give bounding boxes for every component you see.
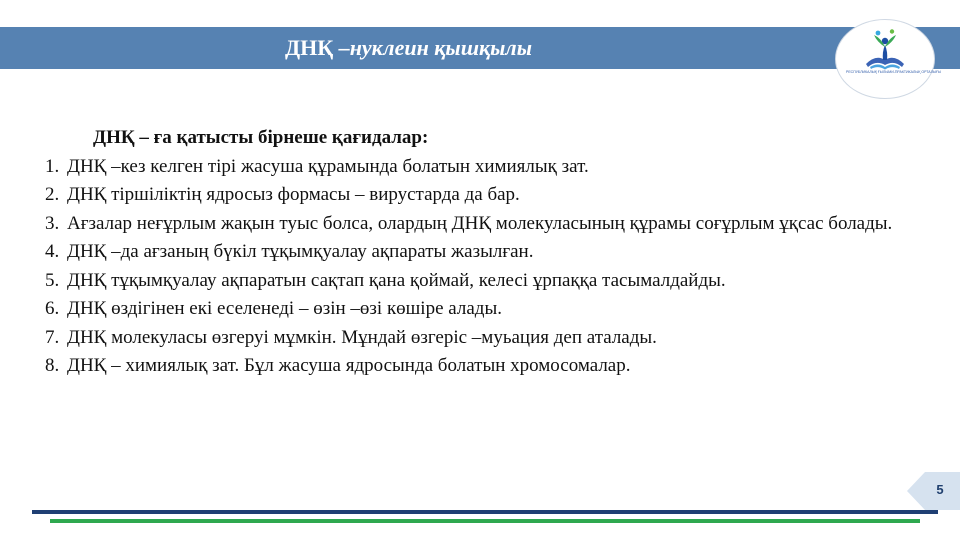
rule-text: ДНҚ – химиялық зат. Бұл жасуша ядросында болатын хромосомалар. bbox=[67, 355, 631, 376]
rule-text: ДНҚ өздігінен екі еселенеді – өзін –өзі көшіре алады. bbox=[67, 298, 502, 319]
organization-logo bbox=[836, 20, 942, 98]
rule-item bbox=[40, 352, 895, 381]
rule-number: 4. bbox=[45, 241, 60, 262]
rule-number: 1. bbox=[45, 155, 60, 177]
logo-emblem-icon bbox=[836, 20, 942, 98]
rule-text: ДНҚ –кез келген тірі жасуша құрамында болатын химиялық зат. bbox=[67, 155, 589, 177]
rule-number: 7. bbox=[45, 326, 60, 348]
rules-heading: ДНҚ – ға қатысты бірнеше қағидалар: bbox=[93, 127, 429, 148]
rule-text: ДНҚ тұқымқуалау ақпаратын сақтап қана қоймай, келесі ұрпаққа тасымалдайды. bbox=[67, 269, 726, 291]
rule-text: ДНҚ молекуласы өзгеруі мұмкін. Мұндай өзгеріс –муьация деп аталады. bbox=[67, 326, 657, 348]
slide-title bbox=[285, 35, 532, 61]
footer-line-blue bbox=[32, 510, 938, 514]
rules-list bbox=[40, 153, 895, 381]
rule-item bbox=[40, 267, 895, 296]
rule-item bbox=[40, 324, 895, 353]
rule-item bbox=[40, 238, 895, 267]
title-main: ДНҚ bbox=[285, 35, 334, 60]
logo-text: РЕСПУБЛИКАЛЫҚ ҒЫЛЫМИ-ПРАКТИКАЛЫҚ ОРТАЛЫҒЫ bbox=[846, 70, 942, 74]
rule-text: ДНҚ –да ағзаның бүкіл тұқымқуалау ақпараты жазылған. bbox=[67, 241, 534, 262]
footer-line-green bbox=[50, 519, 920, 523]
rule-number: 2. bbox=[45, 184, 60, 205]
title-subtitle: –нуклеин қышқылы bbox=[338, 35, 532, 60]
rule-item bbox=[40, 210, 895, 239]
rule-item bbox=[40, 181, 895, 210]
rule-number: 6. bbox=[45, 298, 60, 319]
rule-text: ДНҚ тіршіліктің ядросыз формасы – вирустарда да бар. bbox=[67, 184, 520, 205]
rules-content bbox=[40, 124, 895, 381]
rule-text: Ағзалар неғұрлым жақын туыс болса, олардың ДНҚ молекуласының құрамы соғұрлым ұқсас болады. bbox=[67, 212, 893, 234]
rule-number: 8. bbox=[45, 355, 60, 376]
rule-number: 3. bbox=[45, 212, 60, 234]
rule-item bbox=[40, 153, 895, 182]
page-number: 5 bbox=[936, 482, 944, 497]
rule-number: 5. bbox=[45, 269, 60, 291]
rule-item bbox=[40, 295, 895, 324]
